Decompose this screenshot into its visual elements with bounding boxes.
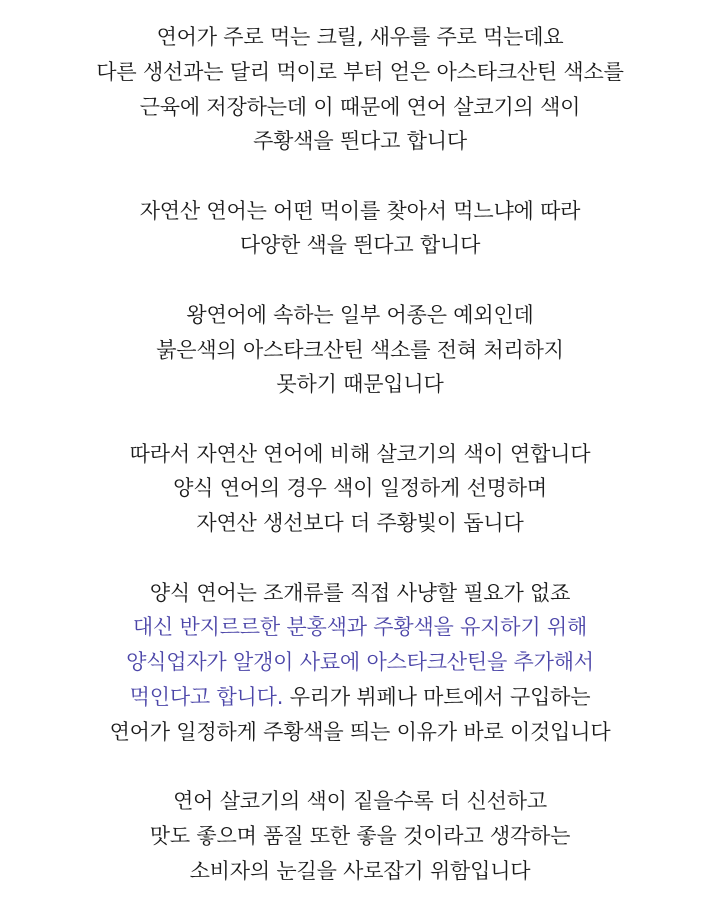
text-line: 못하기 때문입니다 [276, 372, 444, 397]
paragraph-king-salmon [0, 298, 720, 402]
paragraph-farmed-feed [0, 576, 720, 750]
text-line: 양식 연어의 경우 색이 일정하게 선명하며 [173, 476, 547, 501]
paragraph-wild-salmon [0, 194, 720, 264]
text-line: 양식 연어는 조개류를 직접 사냥할 필요가 없죠 [149, 580, 571, 605]
paragraph-consumer-appeal [0, 784, 720, 888]
text-line: 연어가 주로 먹는 크릴, 새우를 주로 먹는데요 [156, 25, 564, 49]
text-line: 연어 살코기의 색이 짙을수록 더 신선하고 [173, 789, 547, 814]
text-line: 왕연어에 속하는 일부 어종은 예외인데 [186, 302, 534, 327]
text-line: 따라서 자연산 연어에 비해 살코기의 색이 연합니다 [129, 441, 591, 466]
text-line: 자연산 생선보다 더 주황빛이 돕니다 [196, 511, 524, 536]
text-fragment: 우리가 뷔페나 마트에서 구입하는 [283, 684, 591, 709]
paragraph-krill-diet [0, 20, 720, 159]
text-line: 다른 생선과는 달리 먹이로 부터 얻은 아스타크산틴 색소를 [96, 59, 624, 84]
text-line: 주황색을 띈다고 합니다 [253, 129, 467, 154]
highlighted-text-fragment: 먹인다고 합니다. [129, 684, 284, 709]
text-line: 맛도 좋으며 품질 또한 좋을 것이라고 생각하는 [149, 823, 571, 848]
text-line: 근육에 저장하는데 이 때문에 연어 살코기의 색이 [139, 94, 581, 119]
paragraph-farmed-vs-wild [0, 437, 720, 541]
text-line: 소비자의 눈길을 사로잡기 위함입니다 [189, 858, 531, 883]
highlighted-text-line: 양식업자가 알갱이 사료에 아스타크산틴을 추가해서 [126, 650, 594, 675]
text-line: 자연산 연어는 어떤 먹이를 찾아서 먹느냐에 따라 [139, 198, 581, 223]
article-body [0, 20, 720, 923]
text-line: 연어가 일정하게 주황색을 띄는 이유가 바로 이것입니다 [109, 719, 611, 744]
highlighted-text-line: 대신 반지르르한 분홍색과 주황색을 유지하기 위해 [132, 615, 588, 640]
text-line: 다양한 색을 띈다고 합니다 [239, 233, 481, 258]
text-line: 붉은색의 아스타크산틴 색소를 전혀 처리하지 [156, 337, 564, 362]
mixed-text-line [0, 680, 720, 715]
